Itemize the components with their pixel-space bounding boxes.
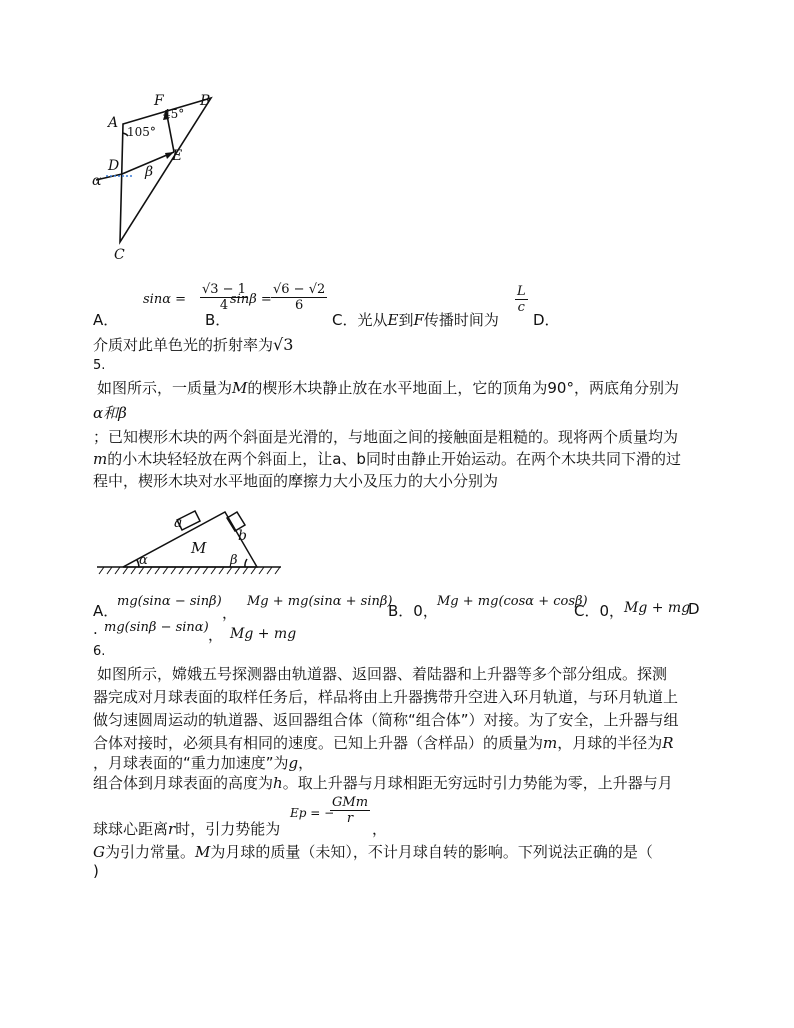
q6-line-3: 做匀速圆周运动的轨道器、返回器组合体（简称“组合体”）对接。为了安全，上升器与组 <box>93 711 679 729</box>
wedge-figure <box>95 500 285 580</box>
q4-c-F: F <box>413 311 424 329</box>
q4-c-denominator: c <box>517 300 525 315</box>
wedge-label-beta: β <box>230 553 238 568</box>
q5-option-a-expr2: Mg + mg(sinα + sinβ) <box>247 594 393 609</box>
q6-l8-b: 为月球的质量（未知），不计月球自转的影响。下列说法正确的是（ <box>210 843 653 861</box>
q6-l6-a: 组合体到月球表面的高度为 <box>93 774 274 792</box>
q6-ep-denominator: r <box>346 811 354 826</box>
q5-line-3: ；已知楔形木块的两个斜面是光滑的，与地面之间的接触面是粗糙的。现将两个质量均为 <box>93 428 679 446</box>
label-F: F <box>154 93 164 109</box>
q6-ep-fraction <box>330 795 370 826</box>
q4-option-b-lhs: sinβ = <box>230 292 272 307</box>
q4-a-denominator: 4 <box>219 298 229 313</box>
q6-line-9: ) <box>93 862 99 880</box>
q4-option-d-label[interactable]: D． <box>533 311 560 329</box>
q4-c-E: E <box>387 311 399 329</box>
q6-line-4 <box>93 732 674 753</box>
q5-option-d-expr1: mg(sinβ − sinα) <box>104 620 209 635</box>
wedge-label-b: b <box>238 528 247 544</box>
q4-c-tail: 传播时间为 <box>423 311 499 329</box>
q6-line-5 <box>93 752 313 773</box>
q4-option-c-text[interactable] <box>332 309 499 330</box>
q6-l4-b: ，月球的半径为 <box>557 734 663 752</box>
q5-option-b-expr: Mg + mg(cosα + cosβ) <box>437 594 588 609</box>
label-alpha: α <box>92 173 102 189</box>
q5-option-a-label[interactable]: A． <box>93 602 119 620</box>
q4-b-numerator: √6 − √2 <box>273 282 326 297</box>
label-beta: β <box>145 164 154 180</box>
angle-105: 105° <box>127 125 156 139</box>
q6-number: 6. <box>93 644 106 659</box>
label-D: D <box>108 158 120 174</box>
label-A: A <box>108 115 119 131</box>
wedge-label-M: M <box>191 539 207 557</box>
q6-l6-b: 。取上升器与月球相距无穷远时引力势能为零，上升器与月 <box>282 774 673 792</box>
q6-l6-h: h <box>273 774 283 792</box>
q5-l1-a: 如图所示，一质量为 <box>97 379 233 397</box>
q5-option-b-label[interactable]: B．0， <box>388 602 438 620</box>
q4-option-b-label[interactable]: B． <box>205 311 231 329</box>
q5-l4-b: 的小木块轻轻放在两个斜面上，让a、b同时由静止开始运动。在两个木块共同下滑的过 <box>107 450 681 468</box>
q6-l5-g: g <box>288 754 299 772</box>
prism-figure <box>90 90 230 265</box>
q4-d-text: 介质对此单色光的折射率为 <box>93 336 274 354</box>
q5-line-2: α和β <box>93 404 127 422</box>
q6-l7-comma: ， <box>372 820 388 838</box>
q6-l8-a: 为引力常量。 <box>104 843 195 861</box>
q5-l1-M: M <box>232 379 248 397</box>
q6-l5-a: ，月球表面的“重力加速度”为 <box>93 754 289 772</box>
q5-number: 5. <box>93 358 106 373</box>
q6-l5-b: ， <box>298 754 314 772</box>
q5-option-d-label[interactable]: D <box>688 600 700 618</box>
angle-arc-beta <box>245 559 247 567</box>
q4-option-b-fraction <box>271 282 327 313</box>
q6-l7-a: 球球心距离 <box>93 820 169 838</box>
angle-45: 45° <box>163 107 185 121</box>
q4-option-a-label[interactable]: A． <box>93 311 119 329</box>
q5-option-c-label[interactable]: C．0， <box>574 602 625 620</box>
q4-c-mid: 到 <box>398 311 414 329</box>
q6-line-6 <box>93 772 673 793</box>
q6-l4-m: m <box>543 734 558 752</box>
q5-l4-m: m <box>93 450 108 468</box>
q4-c-label: C．光从 <box>332 311 388 329</box>
q6-l4-R: R <box>662 734 674 752</box>
q6-line-7 <box>93 818 280 839</box>
wedge-label-a: a <box>174 515 183 531</box>
q6-l7-r: r <box>168 820 176 838</box>
q6-l8-G: G <box>93 843 105 861</box>
label-B: B <box>200 93 211 109</box>
q5-line-4 <box>93 448 681 469</box>
q4-option-a-lhs: sinα = <box>143 292 187 307</box>
label-C: C <box>114 247 125 263</box>
q4-d-value: √3 <box>273 335 294 354</box>
wedge-label-alpha: α <box>139 553 148 568</box>
q6-ep-lhs: Ep = − <box>290 806 335 820</box>
q5-option-c-expr: Mg + mg <box>624 600 691 616</box>
q5-line-5: 程中，楔形木块对水平地面的摩擦力大小及压力的大小分别为 <box>93 472 499 490</box>
q5-line-1 <box>97 377 679 398</box>
q6-l8-M: M <box>195 843 211 861</box>
q4-option-c-fraction <box>515 284 528 315</box>
q4-b-denominator: 6 <box>295 298 304 313</box>
q6-line-1: 如图所示，嫦娥五号探测器由轨道器、返回器、着陆器和上升器等多个部分组成。探测 <box>97 665 668 683</box>
q5-option-d-dot: . <box>93 620 98 638</box>
q5-option-a-sep: ， <box>222 604 238 622</box>
q5-option-d-sep: ， <box>208 626 224 644</box>
q5-option-a-expr1: mg(sinα − sinβ) <box>117 594 222 609</box>
q6-line-8 <box>93 841 653 862</box>
q6-l7-b: 时，引力势能为 <box>175 820 281 838</box>
q6-line-2: 器完成对月球表面的取样任务后，样品将由上升器携带升空进入环月轨道，与环月轨道上 <box>93 688 679 706</box>
q5-option-d-expr2: Mg + mg <box>230 626 297 642</box>
label-E: E <box>172 148 183 164</box>
q4-c-numerator: L <box>517 284 526 299</box>
q4-option-d-text <box>93 334 293 355</box>
q6-ep-numerator: GMm <box>332 795 369 810</box>
q5-l1-b: 的楔形木块静止放在水平地面上，它的顶角为90°，两底角分别为 <box>247 379 679 397</box>
q6-l4-a: 合体对接时，必须具有相同的速度。已知上升器（含样品）的质量为 <box>93 734 544 752</box>
q4-a-numerator: √3 − 1 <box>202 282 246 297</box>
